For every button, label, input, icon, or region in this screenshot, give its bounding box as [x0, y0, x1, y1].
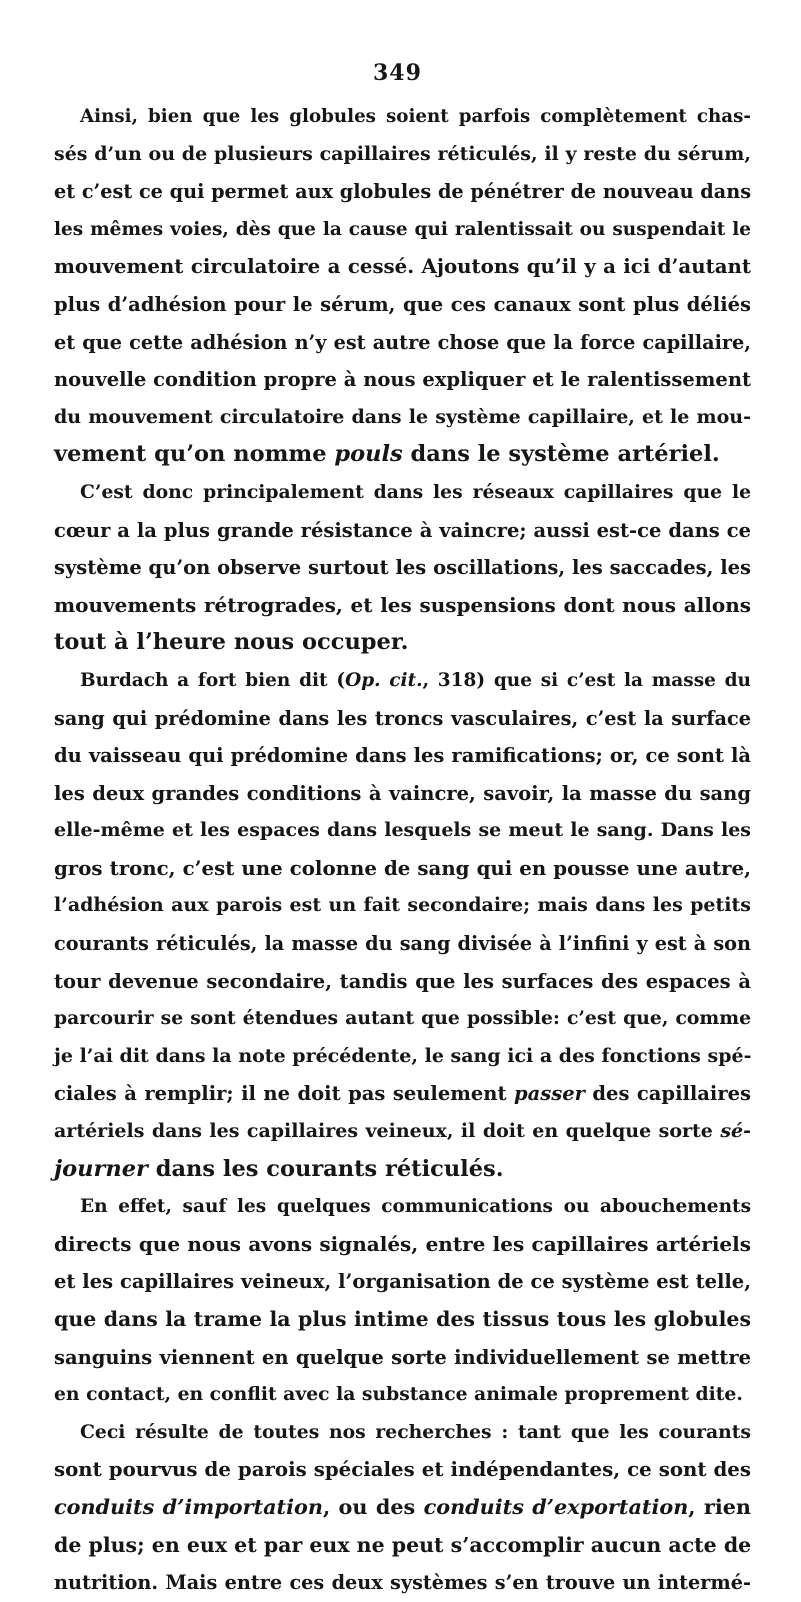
text-line — [54, 1376, 751, 1414]
text-line — [54, 474, 751, 512]
text-line — [54, 248, 751, 286]
text-segment: gros tronc, c’est une colonne de sang qui en pousse une autre, — [54, 855, 751, 880]
text-segment: nouvelle condition propre à nous expliquer et le ralentissement — [54, 368, 751, 392]
text-line — [54, 1301, 751, 1339]
text-line — [54, 1339, 751, 1377]
text-line — [54, 399, 751, 437]
text-line — [54, 1527, 751, 1565]
text-line — [54, 700, 751, 738]
text-line — [54, 173, 751, 211]
italic-text: pouls — [334, 441, 403, 468]
text-segment: je l’ai dit dans la note précédente, le sang ici a des fonctions spé- — [54, 1044, 752, 1067]
text-segment: sont pourvus de parois spéciales et indépendantes, ce sont des — [54, 1457, 751, 1482]
text-segment: , rien — [688, 1494, 751, 1519]
text-line — [54, 737, 751, 775]
text-segment: mouvements rétrogrades, et les suspensions dont nous allons — [54, 592, 751, 617]
text-segment: Ainsi, bien que les globules soient parfois complètement chas- — [80, 106, 751, 127]
text-segment: elle-même et les espaces dans lesquels se meut le sang. Dans les — [54, 819, 751, 842]
text-line — [54, 775, 751, 813]
text-line — [54, 1188, 751, 1226]
text-line — [54, 812, 751, 850]
text-line — [54, 549, 751, 587]
text-line — [54, 850, 751, 888]
italic-text: sé- — [720, 1120, 751, 1143]
text-line — [54, 436, 751, 474]
text-line — [54, 587, 751, 625]
text-line — [54, 1226, 751, 1264]
italic-text: conduits d’exportation — [423, 1494, 689, 1519]
text-segment: mouvement circulatoire a cessé. Ajoutons qu’il y a ici d’autant — [54, 254, 751, 279]
italic-text: Op. cit. — [345, 669, 423, 691]
text-segment: dans les courants réticulés. — [147, 1155, 504, 1182]
text-segment: du vaisseau qui prédomine dans les ramifications; or, ce sont là — [54, 744, 751, 768]
text-line — [54, 662, 751, 700]
text-segment: des capillaires — [584, 1082, 751, 1106]
text-line — [54, 1414, 751, 1452]
text-segment: Burdach a fort bien dit ( — [80, 669, 346, 691]
text-segment: , 318) que si c’est la masse du — [422, 669, 751, 691]
text-segment: et les capillaires veineux, l’organisation de ce système est telle, — [54, 1270, 751, 1294]
text-segment: que dans la trame la plus intime des tissus tous les globules — [54, 1307, 751, 1331]
text-line — [54, 1000, 751, 1038]
text-segment: et que cette adhésion n’y est autre chose que la force capillaire, — [54, 330, 751, 354]
text-line — [54, 963, 751, 1001]
text-line — [54, 1451, 751, 1489]
text-line — [54, 1038, 751, 1076]
text-segment: et c’est ce qui permet aux globules de pénétrer de nouveau dans — [54, 180, 752, 204]
text-segment: en contact, en conflit avec la substance animale proprement dite. — [54, 1383, 743, 1406]
text-segment: En effet, sauf les quelques communications ou abouchements — [80, 1196, 751, 1218]
text-line — [54, 512, 751, 550]
text-segment: tout à l’heure nous occuper. — [54, 629, 409, 656]
text-line — [54, 624, 751, 662]
text-segment: parcourir se sont étendues autant que possible: c’est que, comme — [54, 1007, 751, 1030]
text-segment: l’adhésion aux parois est un fait secondaire; mais dans les petits — [54, 894, 751, 917]
text-segment: les deux grandes conditions à vaincre, savoir, la masse du sang — [54, 781, 751, 805]
body-text — [54, 98, 751, 1602]
text-line — [54, 1075, 751, 1113]
text-segment: cœur a la plus grande résistance à vaincre; aussi est-ce dans ce — [54, 518, 751, 542]
text-line — [54, 211, 751, 249]
text-line — [54, 361, 751, 399]
text-segment: dans le système artériel. — [402, 441, 720, 468]
text-segment: Ceci résulte de toutes nos recherches : tant que les courants — [80, 1420, 751, 1443]
italic-text: passer — [513, 1082, 585, 1106]
text-segment: courants réticulés, la masse du sang divisée à l’infini y est à son — [54, 932, 751, 956]
text-segment: artériels dans les capillaires veineux, il doit en quelque sorte — [54, 1120, 721, 1143]
text-line — [54, 1151, 751, 1189]
text-line — [54, 925, 751, 963]
text-segment: du mouvement circulatoire dans le système capillaire, et le mou- — [54, 405, 751, 428]
text-segment: C’est donc principalement dans les réseaux capillaires que le — [80, 480, 751, 503]
text-line — [54, 98, 751, 136]
text-segment: système qu’on observe surtout les oscillations, les saccades, les — [54, 556, 751, 580]
text-segment: sang qui prédomine dans les troncs vasculaires, c’est la surface — [54, 706, 751, 730]
text-segment: de plus; en eux et par eux ne peut s’accomplir aucun acte de — [54, 1532, 752, 1557]
text-line — [54, 324, 751, 362]
text-line — [54, 887, 751, 925]
text-segment: sés d’un ou de plusieurs capillaires réticulés, il y reste du sérum, — [54, 142, 751, 165]
text-segment: les mêmes voies, dès que la cause qui ralentissait ou suspendait le — [54, 218, 751, 240]
text-line — [54, 1489, 751, 1527]
text-segment: vement qu’on nomme — [54, 441, 335, 468]
text-segment: , ou des — [322, 1494, 424, 1519]
text-segment: sanguins viennent en quelque sorte individuellement se mettre — [54, 1345, 751, 1369]
text-line — [54, 1564, 751, 1602]
text-segment: nutrition. Mais entre ces deux systèmes s’en trouve un intermé- — [54, 1571, 751, 1595]
text-segment: ciales à remplir; il ne doit pas seulement — [54, 1082, 514, 1106]
text-line — [54, 136, 751, 174]
text-segment: tour devenue secondaire, tandis que les surfaces des espaces à — [54, 969, 751, 993]
text-segment: directs que nous avons signalés, entre les capillaires artériels — [54, 1231, 751, 1256]
italic-text: conduits d’importation — [54, 1494, 323, 1519]
page-number: 349 — [373, 60, 422, 86]
text-line — [54, 1113, 751, 1151]
text-line — [54, 1263, 751, 1301]
italic-text: journer — [54, 1155, 148, 1182]
text-line — [54, 286, 751, 324]
text-segment: plus d’adhésion pour le sérum, que ces canaux sont plus déliés — [54, 292, 751, 316]
